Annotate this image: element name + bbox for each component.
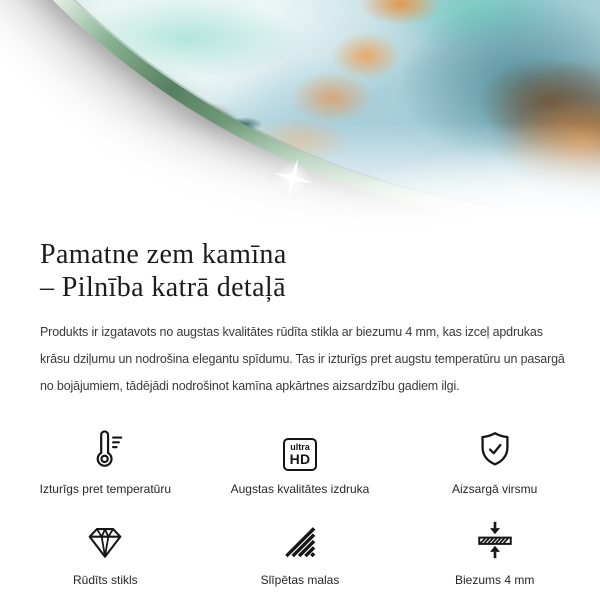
feature-label: Izturīgs pret temperatūru [39,482,172,496]
product-image [0,0,600,236]
feature-label: Augstas kvalitātes izdruka [230,482,370,496]
feature-label: Slīpētas malas [260,573,340,587]
thermometer-icon [84,427,126,471]
page-title-line2: – Pilnība katrā detaļā [40,272,286,303]
feature-temperature [8,423,203,496]
feature-print-quality [203,423,398,496]
shield-check-icon [474,429,516,471]
feature-polished-edges [203,514,398,587]
page-title [40,238,560,304]
product-description: Produkts ir izgatavots no augstas kvalitātes rūdīta stikla ar biezumu 4 mm, kas izceļ apdrukas krāsu dziļumu un nodrošina elegantu spīdumu. Tas ir izturīgs pret augstu temperatūru un pasargā no bojājumiem, tādējādi nodrošinot kamīna apkārtnes aizsardzību gadiem ilgi. [40,325,565,393]
feature-surface-protection [397,423,592,496]
features-grid [0,423,600,587]
diamond-icon [84,520,126,562]
feature-tempered-glass [8,514,203,587]
feature-label: Biezums 4 mm [454,573,535,587]
feature-thickness [397,514,592,587]
page-title-line1: Pamatne zem kamīna [40,239,287,270]
feature-label: Aizsargā virsmu [451,482,538,496]
feature-label: Rūdīts stikls [72,573,138,587]
ultra-hd-icon: ultra HD [283,438,317,471]
beveled-edge-icon [280,522,320,562]
thickness-icon [474,518,516,562]
sparkle-highlight [272,157,314,199]
